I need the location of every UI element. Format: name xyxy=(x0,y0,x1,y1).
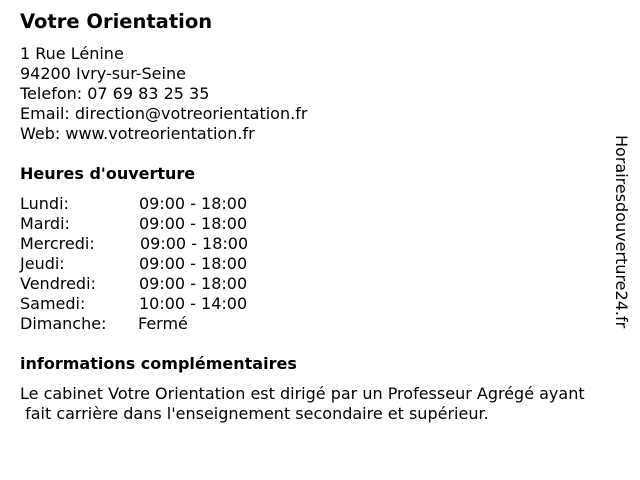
website: Web: www.votreorientation.fr xyxy=(20,124,255,143)
time-range: 09:00 - 18:00 xyxy=(139,254,248,273)
hours-row-lundi xyxy=(20,194,280,214)
day-label: Vendredi: xyxy=(20,274,96,293)
opening-hours-heading: Heures d'ouverture xyxy=(20,164,196,183)
hours-row-vendredi xyxy=(20,274,280,294)
hours-row-mardi xyxy=(20,214,280,234)
street-address: 1 Rue Lénine xyxy=(20,44,124,63)
day-label: Jeudi: xyxy=(20,254,65,273)
city-postal: 94200 Ivry-sur-Seine xyxy=(20,64,186,83)
day-label: Mardi: xyxy=(20,214,70,233)
day-label: Samedi: xyxy=(20,294,86,313)
time-range: 09:00 - 18:00 xyxy=(139,194,248,213)
time-range: 09:00 - 18:00 xyxy=(139,274,248,293)
closed-label: Fermé xyxy=(138,314,188,333)
business-name: Votre Orientation xyxy=(20,10,213,33)
opening-hours-table xyxy=(20,194,280,334)
hours-row-mercredi xyxy=(20,234,280,254)
day-label: Dimanche: xyxy=(20,314,107,333)
contact-block xyxy=(20,44,307,144)
phone-number: Telefon: 07 69 83 25 35 xyxy=(20,84,210,103)
description-line: fait carrière dans l'enseignement secondaire et supérieur. xyxy=(20,404,489,423)
time-range: 10:00 - 14:00 xyxy=(139,294,248,313)
hours-row-jeudi xyxy=(20,254,280,274)
additional-info-heading: informations complémentaires xyxy=(20,354,297,373)
email-address: Email: direction@votreorientation.fr xyxy=(20,104,308,123)
time-range: 09:00 - 18:00 xyxy=(139,214,248,233)
hours-row-dimanche xyxy=(20,314,280,334)
description-line: Le cabinet Votre Orientation est dirigé par un Professeur Agrégé ayant xyxy=(20,384,585,403)
day-label: Mercredi: xyxy=(20,234,95,253)
additional-info-text xyxy=(20,384,636,424)
hours-row-samedi xyxy=(20,294,280,314)
site-watermark: Horairesdouverture24.fr xyxy=(612,135,631,329)
day-label: Lundi: xyxy=(20,194,69,213)
time-range: 09:00 - 18:00 xyxy=(140,234,249,253)
